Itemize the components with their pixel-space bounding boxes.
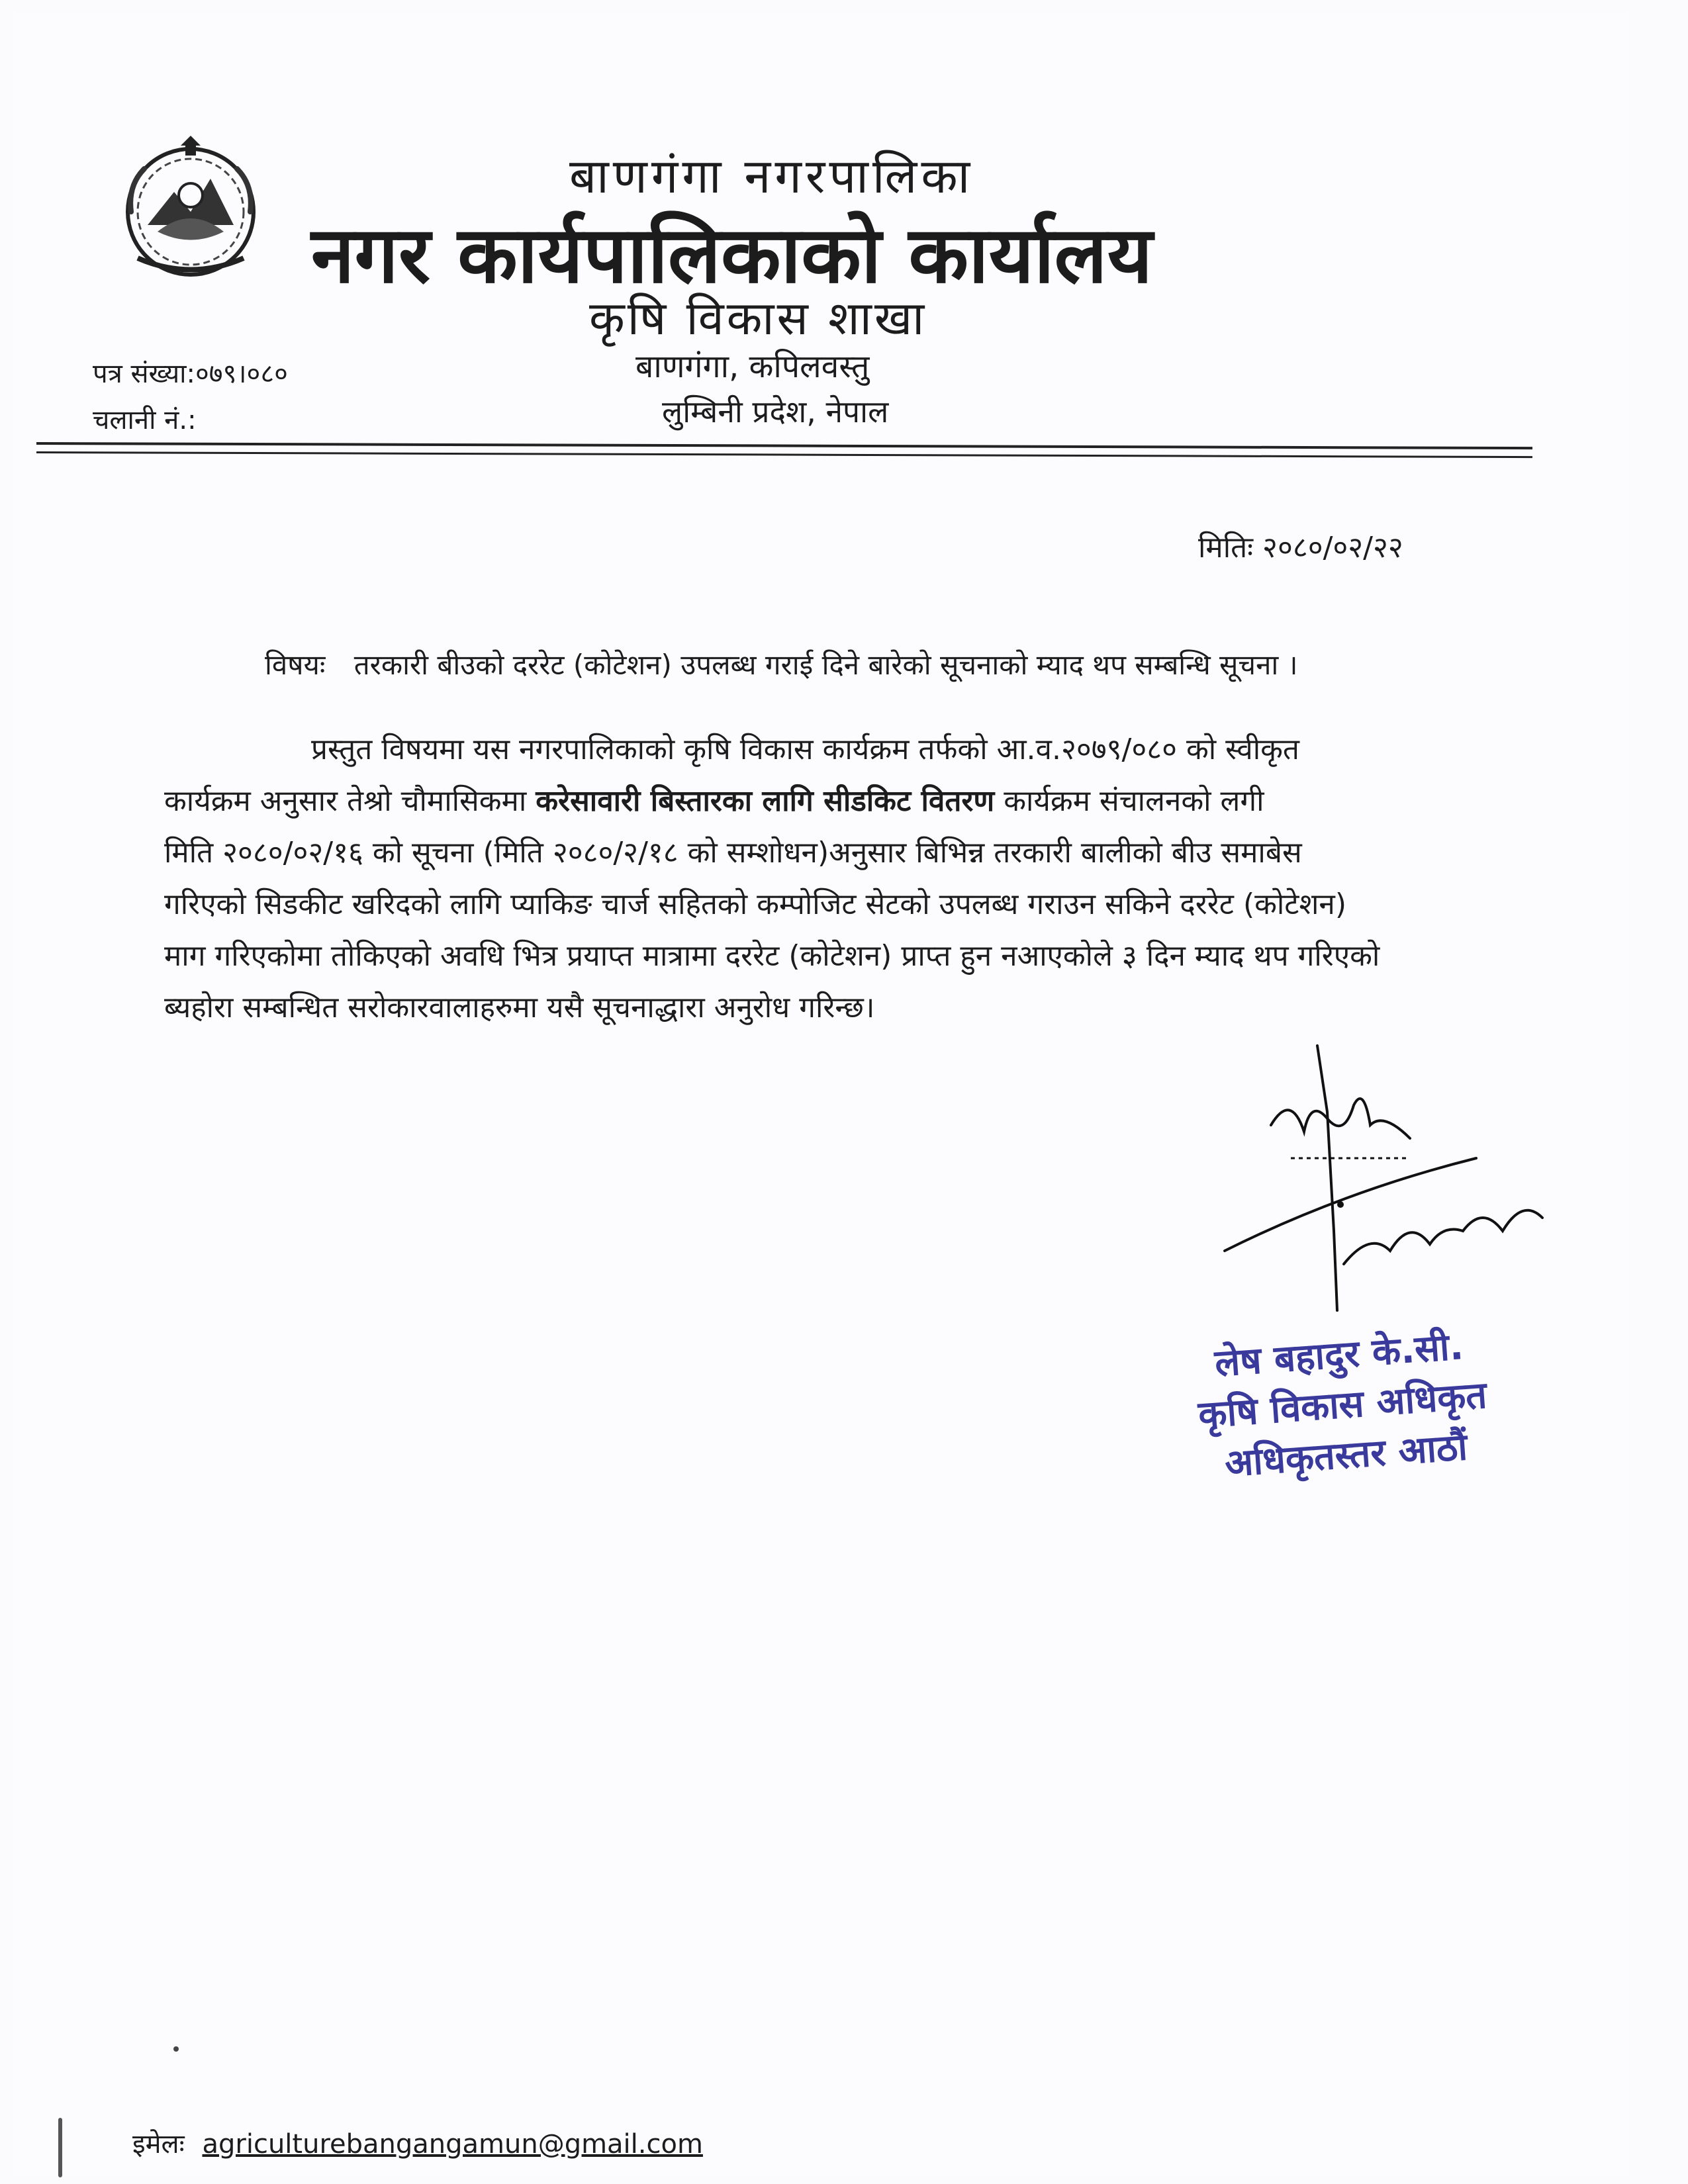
- official-stamp: [1194, 1320, 1492, 1491]
- body-line-2-start: कार्यक्रम अनुसार तेश्रो चौमासिकमा: [164, 784, 527, 818]
- handwritten-signature: [1211, 1032, 1556, 1324]
- dispatch-number: चलानी नं.:: [93, 405, 197, 435]
- body-line-4: गरिएको सिडकीट खरिदको लागि प्याकिङ चार्ज सहितको कम्पोजिट सेटको उपलब्ध गराउन सकिने दररेट (कोटेशन): [164, 887, 1346, 921]
- subject-text: तरकारी बीउको दररेट (कोटेशन) उपलब्ध गराई दिने बारेको सूचनाको म्याद थप सम्बन्धि सूचना ।: [353, 649, 1298, 681]
- office-name: नगर कार्यपालिकाको कार्यालय: [311, 209, 1153, 300]
- program-name: करेसावारी बिस्तारका लागि सीडकिट वितरण: [536, 784, 995, 818]
- branch-name: कृषि विकास शाखा: [589, 291, 927, 345]
- stamp-officer-level: अधिकृतस्तर आठौं: [1223, 1426, 1469, 1486]
- body-line-1: प्रस्तुत विषयमा यस नगरपालिकाको कृषि विकास कार्यक्रम तर्फको आ.व.२०७९/०८० को स्वीकृत: [311, 733, 1299, 766]
- email-label: इमेलः: [132, 2129, 185, 2160]
- letter-number: पत्र संख्या:०७९।०८०: [93, 359, 288, 389]
- subject-label: विषयः: [265, 649, 326, 681]
- stamp-officer-title: कृषि विकास अधिकृत: [1197, 1373, 1489, 1437]
- nepal-emblem-icon: [111, 132, 270, 285]
- municipality-name: बाणगंगा नगरपालिका: [569, 148, 974, 204]
- body-line-6: ब्यहोरा सम्बन्धित सरोकारवालाहरुमा यसै सूचनाद्धारा अनुरोध गरिन्छ।: [164, 991, 875, 1024]
- office-province: लुम्बिनी प्रदेश, नेपाल: [662, 394, 889, 430]
- body-line-2-end: कार्यक्रम संचालनको लगी: [1004, 784, 1264, 818]
- letter-date: मितिः २०८०/०२/२२: [1198, 531, 1403, 565]
- footer-contact: [132, 2124, 703, 2161]
- body-line-5: माग गरिएकोमा तोकिएको अवधि भित्र प्रयाप्त मात्रामा दररेट (कोटेशन) प्राप्त हुन नआएकोले ३ दिन म्याद थप गरिएको: [164, 939, 1380, 973]
- stray-mark: [173, 2046, 179, 2052]
- stamp-officer-name: लेष बहादुर के.सी.: [1213, 1325, 1465, 1386]
- body-line-3: मिति २०८०/०२/१६ को सूचना (मिति २०८०/२/१८ को सम्शोधन)अनुसार बिभिन्न तरकारी बालीको बीउ समाबेस: [164, 836, 1302, 870]
- email-link[interactable]: agriculturebangangamun@gmail.com: [202, 2129, 703, 2160]
- office-address: बाणगंगा, कपिलवस्तु: [635, 348, 870, 385]
- margin-mark: [58, 2118, 62, 2177]
- body-line-2: [164, 780, 1264, 819]
- subject-line: [265, 645, 1298, 683]
